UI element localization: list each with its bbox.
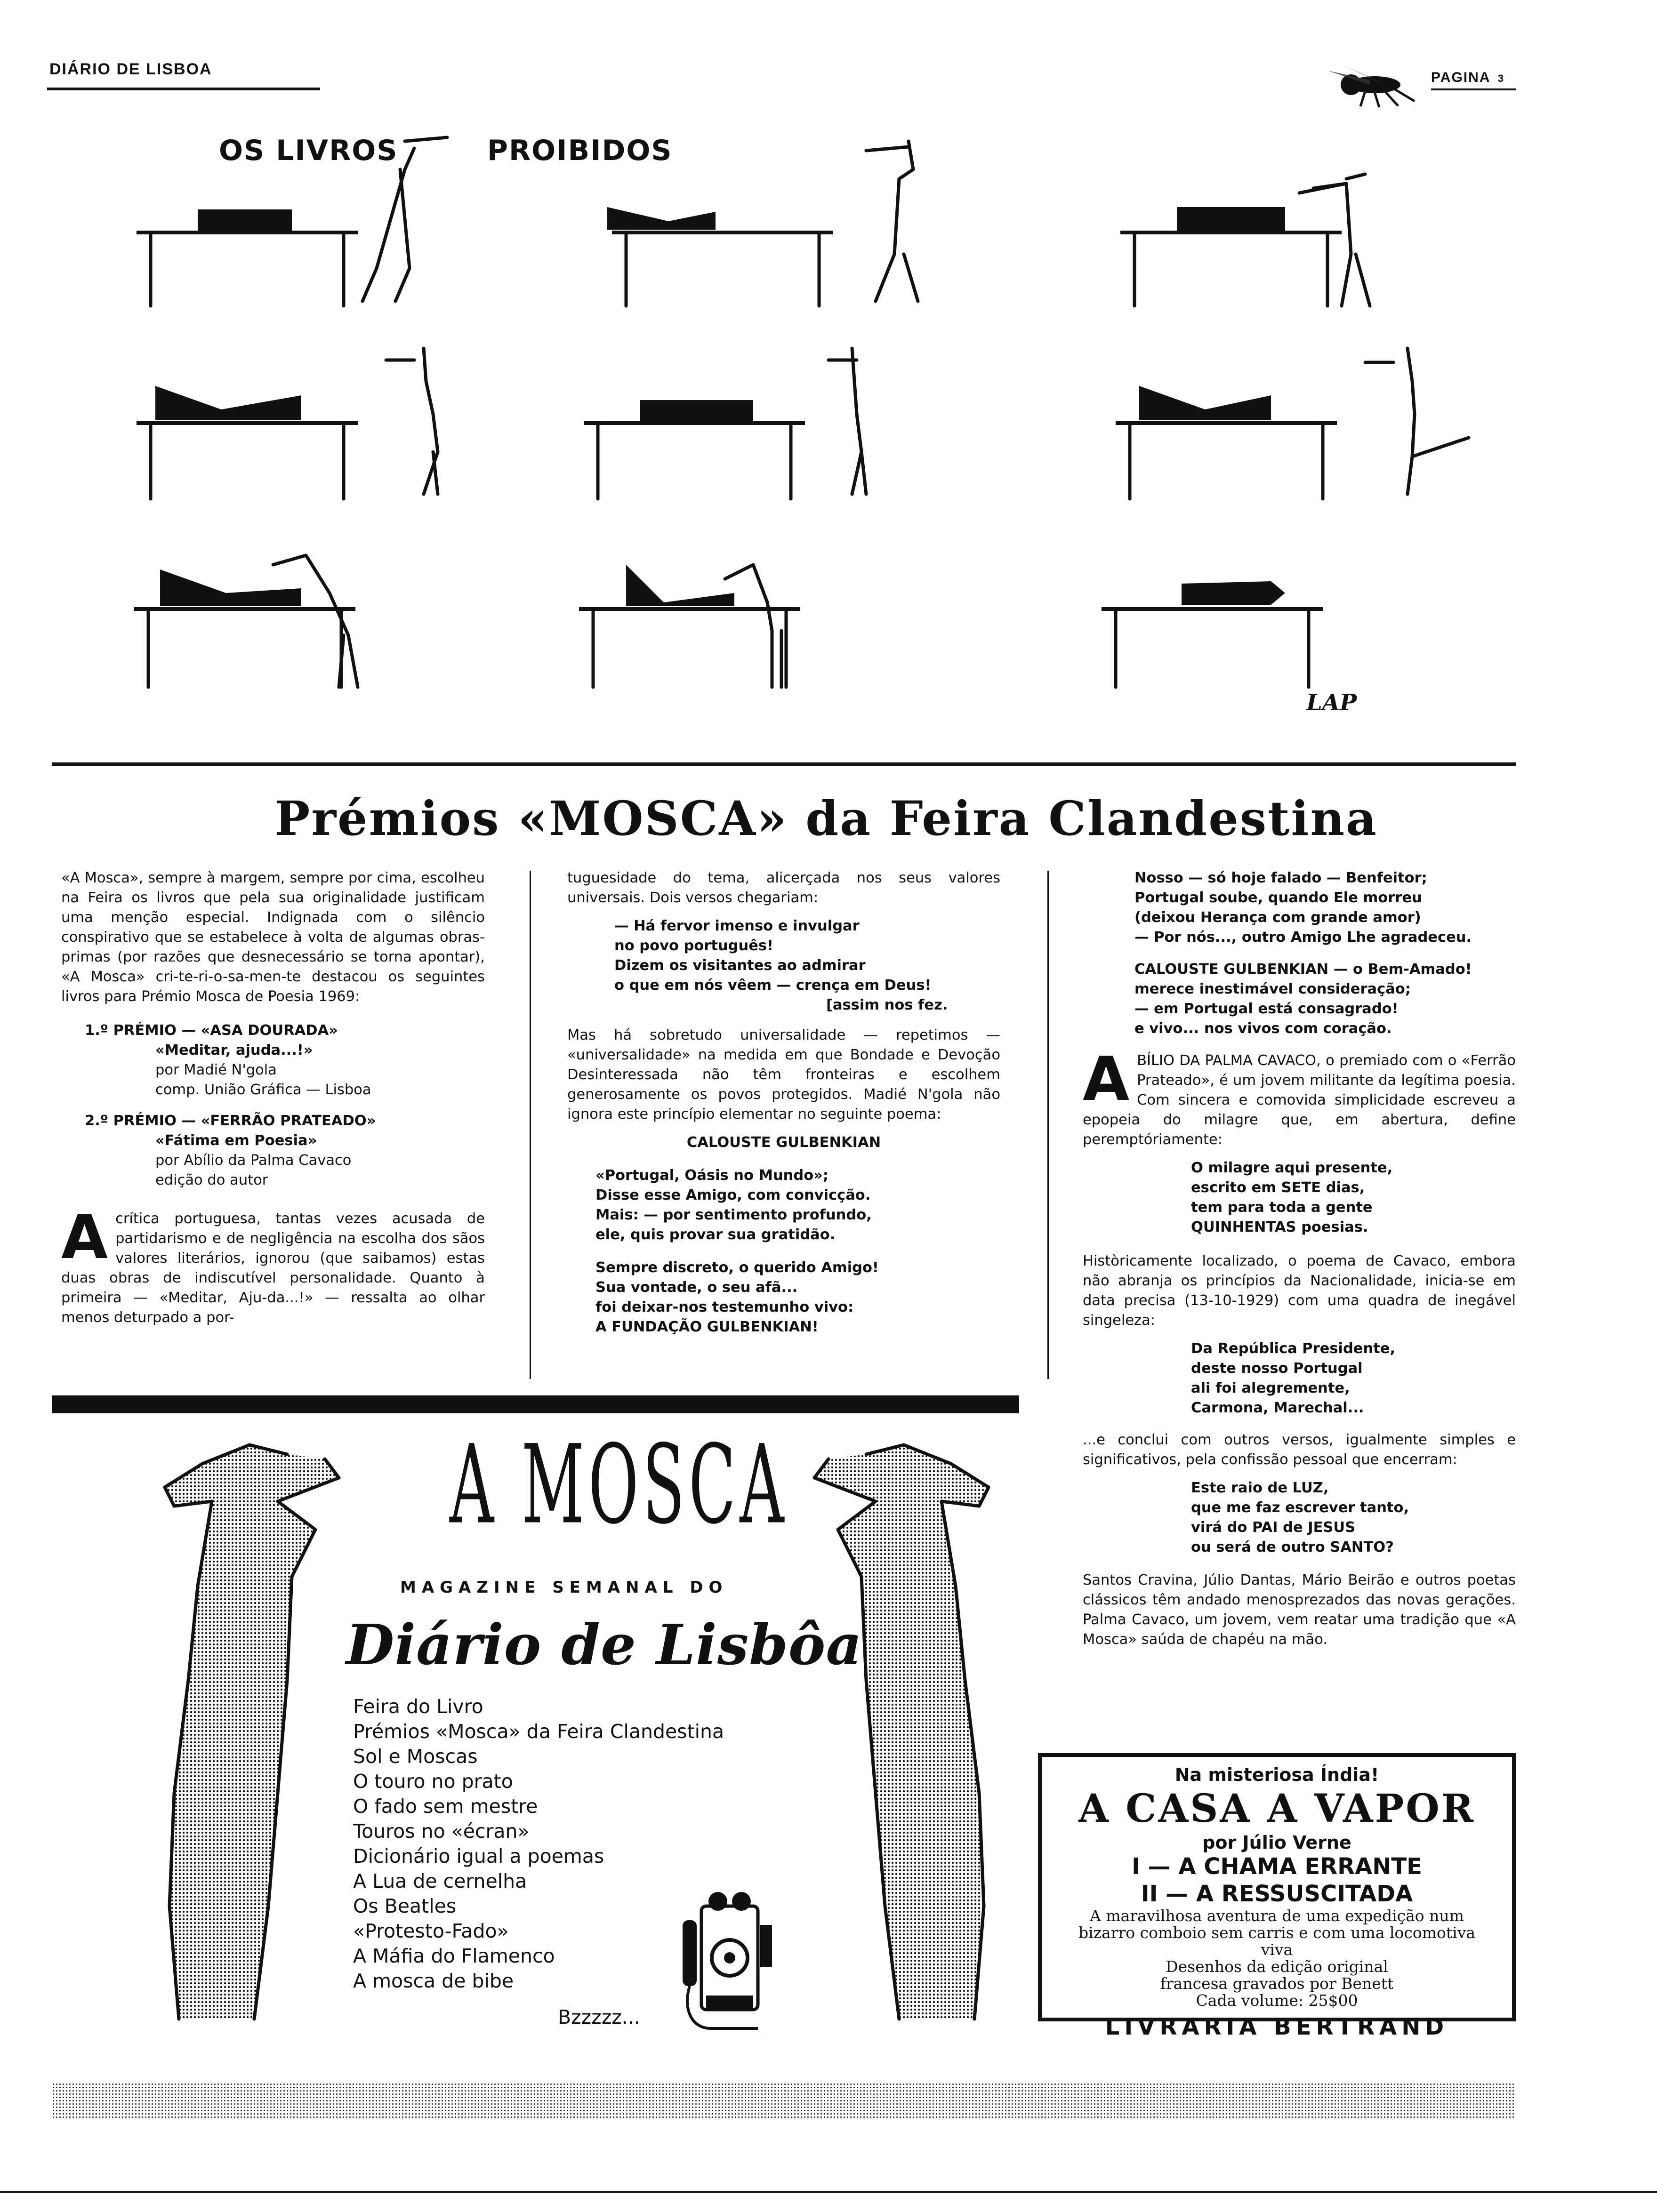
col2-verse-2 xyxy=(567,1166,1000,1245)
verse-line: «Portugal, Oásis no Mundo»; xyxy=(595,1167,829,1184)
verse-line: O milagre aqui presente, xyxy=(1191,1160,1393,1176)
col3-para1: BÍLIO DA PALMA CAVACO, o premiado com o «Ferrão Prateado», é um jovem militante da legítima poesia. Com sincera e comovida simplicidade escreveu a epopeia do milagre que, em abertura, define peremptóriamente: xyxy=(1083,1052,1516,1148)
verse-line: Nosso — só hoje falado — Benfeitor; xyxy=(1134,870,1427,886)
verse-line: Sempre discreto, o querido Amigo! xyxy=(595,1259,879,1276)
mosca-logo: A MOSCA xyxy=(450,1421,788,1548)
verse-line: — em Portugal está consagrado! xyxy=(1134,1001,1399,1017)
prize2-author: por Abílio da Palma Cavaco xyxy=(155,1152,352,1169)
contents-item: Prémios «Mosca» da Feira Clandestina xyxy=(353,1720,724,1743)
verse-line: Disse esse Amigo, com convicção. xyxy=(595,1187,871,1203)
panel-2 xyxy=(607,141,918,306)
verse-line: (deixou Herança com grande amor) xyxy=(1134,909,1421,926)
prize2-label: 2.º PRÉMIO — «FERRÃO PRATEADO» xyxy=(85,1113,376,1129)
book-ad-kicker: Na misteriosa Índia! xyxy=(1174,1764,1379,1785)
verse-line: ou será de outro SANTO? xyxy=(1191,1539,1394,1555)
verse-line: QUINHENTAS poesias. xyxy=(1191,1219,1368,1235)
book-ad xyxy=(1038,1753,1516,2040)
magazine-ad-top-bar xyxy=(52,1395,1019,1413)
prize-2 xyxy=(85,1111,485,1190)
prize1-pub: comp. União Gráfica — Lisboa xyxy=(155,1082,371,1098)
col3-dropcap: A xyxy=(1083,1044,1130,1114)
verse-line: — Por nós..., outro Amigo Lhe agradeceu. xyxy=(1134,929,1472,946)
contents-item: Sol e Moscas xyxy=(353,1745,478,1768)
col3-verse-4 xyxy=(1083,1339,1516,1418)
contents-item: Touros no «écran» xyxy=(353,1820,530,1843)
verse-line: CALOUSTE GULBENKIAN — o Bem-Amado! xyxy=(1134,961,1472,978)
contents-item: Dicionário igual a poemas xyxy=(353,1845,604,1867)
cartoon-panels xyxy=(0,113,1657,753)
col3-para2: Històricamente localizado, o poema de Cavaco, embora não abranja os princípios da Nacionalidade, inicia-se em data precisa (13-10-1929) com uma quadra de inegável singeleza: xyxy=(1083,1253,1516,1329)
verse-line: escrito em SETE dias, xyxy=(1191,1179,1365,1196)
verse-line: ele, quis provar sua gratidão. xyxy=(595,1226,836,1243)
verse-line: Dizem os visitantes ao admirar xyxy=(614,957,866,974)
mosca-logo-wrap xyxy=(450,1421,788,1563)
verse-line: deste nosso Portugal xyxy=(1191,1360,1363,1377)
panel-3 xyxy=(1120,174,1370,306)
buzz-text: Bzzzzz... xyxy=(558,2006,640,2028)
cartoon-title-left: OS LIVROS xyxy=(219,134,398,167)
col1-dropcap: A xyxy=(61,1202,108,1273)
col3-verse-5 xyxy=(1083,1478,1516,1557)
book-ad-vol1: I — A CHAMA ERRANTE xyxy=(1132,1853,1422,1880)
panel-5 xyxy=(584,348,866,499)
book-ad-title: A CASA A VAPOR xyxy=(1078,1786,1475,1831)
cartoon-signature: LAP xyxy=(1306,689,1357,716)
verse-line: o que em nós vêem — crença em Deus! xyxy=(614,977,932,994)
panel-4 xyxy=(137,348,438,499)
article-col-2 xyxy=(567,868,1000,1337)
col3-verse-2 xyxy=(1083,960,1516,1039)
page-label-text: PAGINA xyxy=(1431,70,1490,85)
contents-item: A Lua de cernelha xyxy=(353,1870,527,1892)
column-divider-1 xyxy=(530,871,531,1379)
left-pointing-arm xyxy=(137,1435,353,2028)
verse-line: Carmona, Marechal... xyxy=(1191,1400,1364,1416)
right-pointing-arm xyxy=(800,1435,1017,2028)
contents-item: O touro no prato xyxy=(353,1770,513,1793)
verse-line: no povo português! xyxy=(614,938,773,954)
contents-item: Os Beatles xyxy=(353,1895,457,1917)
prize-1 xyxy=(85,1021,485,1100)
verse-line: Da República Presidente, xyxy=(1191,1340,1396,1357)
masthead-rule xyxy=(47,88,320,90)
page-number: 3 xyxy=(1497,72,1504,84)
contents-item: A mosca de bibe xyxy=(353,1970,514,1992)
poem-title: CALOUSTE GULBENKIAN xyxy=(686,1134,881,1151)
cartoon-title-right: PROIBIDOS xyxy=(487,134,673,167)
verse-line: A FUNDAÇÃO GULBENKIAN! xyxy=(595,1319,819,1335)
verse-line: Sua vontade, o seu afã... xyxy=(595,1279,798,1296)
verse-line: ali foi alegremente, xyxy=(1191,1380,1350,1396)
article-col-1 xyxy=(61,868,485,1336)
book-ad-author: por Júlio Verne xyxy=(1202,1832,1351,1853)
page-label xyxy=(1431,70,1504,86)
prize1-title: «Meditar, ajuda...!» xyxy=(155,1042,313,1058)
col3-para3: ...e conclui com outros versos, igualmente simples e significativos, pela confissão pessoal que encerram: xyxy=(1083,1432,1516,1468)
verse-line: — Há fervor imenso e invulgar xyxy=(614,918,860,934)
verse-line: virá do PAI de JESUS xyxy=(1191,1519,1356,1536)
col2-para2: Mas há sobretudo universalidade — repetimos — «universalidade» na medida em que Bondade e Devoção Desinteressada não têm fronteiras e escolhem generosamente os povos protegidos. Madié N'gola não ignora este princípio elementar no seguinte poema: xyxy=(567,1027,1000,1122)
bottom-rule xyxy=(0,2191,1657,2193)
panel-8 xyxy=(579,565,800,687)
column-divider-2 xyxy=(1047,871,1049,1379)
telephone-icon xyxy=(673,1887,781,2047)
contents-item: Feira do Livro xyxy=(353,1695,483,1718)
verse-line: [assim nos fez. xyxy=(826,997,948,1013)
prize1-label: 1.º PRÉMIO — «ASA DOURADA» xyxy=(85,1022,338,1039)
verse-line: merece inestimável consideração; xyxy=(1134,981,1411,997)
contents-item: O fado sem mestre xyxy=(353,1795,538,1818)
prize2-title: «Fátima em Poesia» xyxy=(155,1132,317,1149)
book-ad-vol2: II — A RESSUSCITADA xyxy=(1141,1881,1413,1907)
prize2-pub: edição do autor xyxy=(155,1172,268,1188)
col2-verse-1 xyxy=(567,916,1000,1015)
article-col-3 xyxy=(1083,868,1516,1658)
fly-icon xyxy=(1313,61,1426,108)
page-label-rule xyxy=(1431,88,1516,90)
verse-line: Mais: — por sentimento profundo, xyxy=(595,1207,872,1223)
panel-1 xyxy=(137,137,447,306)
panel-7 xyxy=(134,555,358,687)
newspaper-name: Diário de Lisbôa xyxy=(346,1612,862,1677)
book-ad-publisher: LIVRARIA BERTRAND xyxy=(1105,2014,1449,2040)
verse-line: Este raio de LUZ, xyxy=(1191,1480,1329,1496)
col2-para1: tuguesidade do tema, alicerçada nos seus valores universais. Dois versos chegariam: xyxy=(567,870,1000,906)
col1-para2: crítica portuguesa, tantas vezes acusada de partidarismo e de negligência na escolha dos sãos valores literários, ignorou (que saibamos) estas duas obras de indiscutível personalidade. Quanto à primeira — «Meditar, Aju-da...!» — ressalta ao olhar menos deturpado a por- xyxy=(61,1210,485,1326)
col1-intro: «A Mosca», sempre à margem, sempre por cima, escolheu na Feira os livros que pela sua originalidade justificam uma menção especial. Indignada com o silêncio conspirativo que se estabelece à volta de algumas obras-primas (por razões que desnecessário se torna apontar), «A Mosca» cri-te-ri-o-sa-men-te destacou os seguintes livros para Prémio Mosca de Poesia 1969: xyxy=(61,870,485,1005)
magazine-subtitle: MAGAZINE SEMANAL DO xyxy=(400,1578,728,1597)
masthead: DIÁRIO DE LISBOA xyxy=(49,60,212,78)
contents-item: «Protesto-Fado» xyxy=(353,1920,509,1942)
verse-line: tem para toda a gente xyxy=(1191,1199,1373,1216)
verse-line: foi deixar-nos testemunho vivo: xyxy=(595,1299,854,1315)
contents-item: A Máfia do Flamenco xyxy=(353,1945,555,1967)
book-ad-edition: Desenhos da edição original francesa gravados por Benett xyxy=(1160,1957,1394,1993)
halftone-band xyxy=(52,2083,1516,2118)
verse-line: Portugal soube, quando Ele morreu xyxy=(1134,890,1422,906)
panel-9 xyxy=(1102,581,1323,687)
book-ad-price: Cada volume: 25$00 xyxy=(1196,1991,1358,2010)
col3-verse-3 xyxy=(1083,1158,1516,1237)
cartoon-rule xyxy=(52,762,1516,766)
article-headline: Prémios «MOSCA» da Feira Clandestina xyxy=(274,791,1378,846)
panel-6 xyxy=(1116,348,1469,499)
book-ad-desc: A maravilhosa aventura de uma expedição num bizarro comboio sem carris e com uma locomotiva viva xyxy=(1078,1907,1476,1959)
col3-para4: Santos Cravina, Júlio Dantas, Mário Beirão e outros poetas clássicos têm andado menosprezados das novas gerações. Palma Cavaco, um jovem, vem reatar uma tradição que «A Mosca» saúda de chapéu na mão. xyxy=(1083,1572,1516,1648)
col2-verse-3 xyxy=(567,1258,1000,1337)
verse-line: que me faz escrever tanto, xyxy=(1191,1499,1409,1516)
prize1-author: por Madié N'gola xyxy=(155,1062,277,1078)
col3-verse-1 xyxy=(1083,868,1516,947)
verse-line: e vivo... nos vivos com coração. xyxy=(1134,1020,1392,1037)
